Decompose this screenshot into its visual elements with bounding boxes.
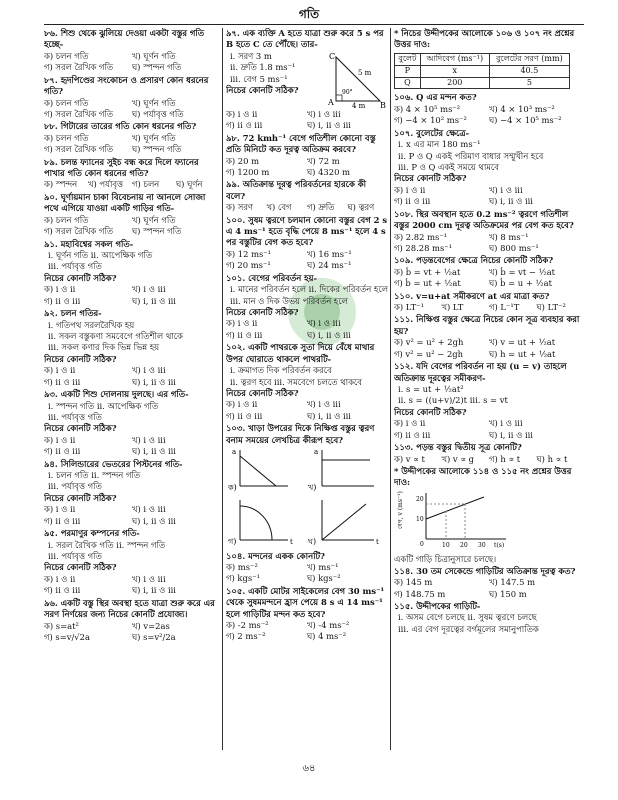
option[interactable]: ঘ) kgs⁻² (307, 573, 341, 584)
option[interactable]: খ) i ও iii (132, 573, 166, 584)
option-row (394, 278, 584, 289)
question-block (394, 601, 584, 635)
svg-text:20: 20 (416, 495, 424, 503)
statement: iii. সকল কণার দিক ভিন্ন ভিন্ন হয় (48, 342, 160, 353)
option[interactable]: ঘ) LT⁻² (536, 302, 566, 313)
option[interactable]: গ) 2 ms⁻² (226, 631, 266, 642)
question-text: ১১১. নিক্ষিপ্ত বস্তুর ক্ষেত্রে নিচের কোন সূত্র ব্যবহার করা হয়? (394, 314, 580, 336)
velocity-time-graph (394, 489, 514, 551)
statement: iii. পর্যাবৃত্ত গতি (48, 261, 102, 272)
option[interactable]: ঘ) ঘূর্ণন (176, 179, 203, 190)
svg-text:ক): ক) (228, 483, 237, 493)
svg-text:20: 20 (460, 541, 468, 549)
statement: i. গতিপথ সরলরৈখিক হয় (48, 319, 135, 330)
option[interactable]: খ) v = ut + ½at (489, 337, 556, 348)
question-text: ১০৯. পড়ন্তবেগের ক্ষেত্রে নিচের কোনটি সঠিক? (394, 255, 554, 266)
option-row (44, 446, 220, 457)
option[interactable]: ক) চলন গতি (44, 97, 89, 108)
option-row (394, 337, 584, 348)
option[interactable]: গ) kgs⁻¹ (226, 573, 260, 584)
option[interactable]: ক) চলন গতি (44, 50, 89, 61)
option[interactable]: খ) 16 ms⁻¹ (307, 248, 352, 259)
option-row (44, 574, 220, 585)
option[interactable]: খ) LT (441, 302, 464, 313)
option-row (44, 144, 220, 155)
question-text: ১০৮. স্থির অবস্থান হতে 0.2 ms⁻² ত্বরণে গতিশীল বস্তুর 2000 cm দূরত্ব অতিক্রমের পর বেগ কত হবে? (394, 208, 574, 231)
option[interactable]: ঘ) i, ii ও iii (132, 515, 176, 526)
option[interactable]: গ) ii ও iii (226, 329, 263, 340)
option[interactable]: গ) ii ও iii (44, 585, 81, 596)
option-row (44, 504, 220, 515)
option[interactable]: খ) বেগ (266, 202, 292, 213)
option[interactable]: ক) 12 ms⁻¹ (226, 248, 272, 259)
option[interactable]: খ) 8 ms⁻¹ (489, 231, 529, 242)
option[interactable]: খ) ঘূর্ণন গতি (132, 97, 176, 108)
option-row (44, 133, 220, 144)
ask-text: নিচের কোনটি সঠিক? (394, 173, 467, 184)
option-row (44, 109, 220, 120)
svg-text:t: t (376, 538, 379, 547)
triangle-figure (322, 51, 388, 109)
option-row (226, 167, 388, 178)
option[interactable]: ক) 4 × 10⁵ ms⁻² (394, 103, 461, 114)
option[interactable]: গ) ii ও iii (226, 410, 263, 421)
option[interactable]: ক) i ও ii (226, 318, 258, 329)
option[interactable]: খ) i ও iii (489, 184, 523, 195)
x-axis-label: t(s) (494, 541, 505, 549)
question-block (44, 192, 220, 238)
question-block (44, 528, 220, 597)
option-row (394, 232, 584, 243)
question-text: ১০৭. বুলেটের ক্ষেত্রে- (394, 127, 470, 138)
graph-gha (307, 500, 379, 546)
option[interactable]: ঘ) 4 ms⁻² (307, 631, 347, 642)
question-block (44, 75, 220, 121)
question-text: ৯৪. সিলিন্ডারের ভেতরের পিস্টনের গতি- (44, 458, 183, 469)
option[interactable]: গ) L⁻¹T (489, 302, 520, 313)
option[interactable]: ঘ) পর্যাবৃত্ত গতি (132, 108, 184, 119)
stimulus-intro-2: * উদ্দীপকের আলোকে ১১৪ ও ১১৫ নং প্রশ্নের উত্তর দাও: (394, 465, 572, 488)
statement: i. মানের পরিবর্তন হলে ii. দিকের পরিবর্তন হলে (230, 284, 388, 295)
option[interactable]: খ) i ও iii (307, 399, 341, 410)
option-row (394, 243, 584, 254)
statement: i. ঘূর্ণন গতি ii. আপেক্ষিক গতি (48, 250, 153, 261)
option[interactable]: ঘ) i, ii ও iii (132, 446, 176, 457)
graph-ka (227, 448, 288, 492)
question-text: ১০০. সুষম ত্বরণে চলমান কোনো বস্তুর বেগ 2 s এ 4 ms⁻¹ হতে বৃদ্ধি পেয়ে 8 ms⁻¹ হলে 4 s পর বস্তুটির বেগ কত হবে? (226, 214, 388, 248)
option[interactable]: ঘ) ত্বরণ (347, 202, 375, 213)
option[interactable]: ক) 20 m (226, 155, 260, 166)
option[interactable]: ঘ) 24 ms⁻¹ (307, 260, 352, 271)
option-row (394, 267, 584, 278)
option[interactable]: ঘ) i, ii ও iii (307, 410, 351, 421)
question-text: ১০২. একটি পাথরকে সুতা দিয়ে বেঁধে মাথার উপর ঘোরাতে থাকলে পাথরটি- (226, 342, 375, 364)
question-text: ৮৮. গিটারের তারের গতি কোন ধরনের গতি? (44, 121, 197, 132)
svg-text:10: 10 (416, 515, 424, 523)
option[interactable]: ক) i ও ii (226, 108, 258, 119)
option[interactable]: গ) ḃ = ut + ½at (394, 278, 461, 289)
svg-text:খ): খ) (308, 483, 317, 493)
option-row (394, 577, 584, 588)
option[interactable]: ঘ) স্পন্দন গতি (132, 226, 182, 237)
option[interactable]: গ) চলন (132, 179, 160, 190)
question-block (394, 566, 584, 600)
question-text: ১০৪. মন্দনের একক কোনটি? (226, 550, 325, 561)
statement: iii. এর বেগ দূরত্বের বর্গমূলের সমানুপাতিক (398, 623, 539, 634)
label-ac: 5 m (358, 68, 372, 77)
option-row (44, 516, 220, 527)
label-a: A (328, 97, 334, 107)
svg-text:30: 30 (478, 541, 486, 549)
option[interactable]: ক) ms⁻² (226, 561, 258, 572)
column-2 (226, 28, 388, 750)
statement: iii. বেগ 5 ms⁻¹ (230, 73, 288, 84)
question-block (394, 442, 584, 465)
option-row (44, 632, 220, 643)
option[interactable]: খ) 4 × 10³ ms⁻² (489, 103, 555, 114)
option-row (226, 399, 388, 410)
statement: ii. s = ((u+v)/2)t iii. s = vt (398, 395, 508, 406)
statement: i. x এর মান 180 ms⁻¹ (398, 139, 481, 150)
option[interactable]: ক) v² = u² + 2gh (394, 337, 464, 348)
option[interactable]: খ) ঘূর্ণন গতি (132, 132, 176, 143)
option[interactable]: গ) h ∝ t (489, 453, 521, 464)
option[interactable]: ক) s=at² (44, 620, 79, 631)
option[interactable]: ঘ) স্পন্দন গতি (132, 62, 182, 73)
option[interactable]: গ) ii ও iii (44, 295, 81, 306)
statement: iii. পর্যাবৃত্ত গতি (48, 550, 102, 561)
option[interactable]: ক) স্পন্দন (44, 179, 78, 190)
statement: ii. ত্বরণ হবে iii. সমবেগে চলতে থাকবে (230, 376, 362, 387)
question-text: ১০৬. Q এর মন্দন কত? (394, 92, 477, 103)
label-b: B (380, 100, 386, 109)
question-block (394, 92, 584, 126)
header-rule (44, 24, 584, 25)
question-text: ৯১. মহাবিশ্বের সকল গতি- (44, 238, 134, 249)
svg-text:গ): গ) (228, 537, 237, 547)
statement: i. ক্রমাগত দিক পরিবর্তন করবে (230, 365, 332, 376)
option[interactable]: গ) সরল রৈখিক গতি (44, 144, 114, 155)
option-row (44, 585, 220, 596)
option-row (44, 226, 220, 237)
option-row (226, 202, 388, 213)
option[interactable]: খ) ḃ = vt − ½at (489, 266, 556, 277)
option-row (226, 330, 388, 341)
option[interactable]: ঘ) 800 ms⁻¹ (489, 242, 539, 253)
option[interactable]: খ) i ও iii (307, 318, 341, 329)
question-text: ৯৫. পরমাণুর কম্পনের গতি- (44, 528, 140, 539)
svg-text:a: a (232, 448, 237, 457)
graph-ga (228, 500, 293, 546)
bullet-table: বুলেট আদিবেগ (ms⁻¹) বুলেটের সরণ (mm) P x 40.5 Q 200 5 (394, 53, 570, 90)
ask-text: নিচের কোনটি সঠিক? (44, 272, 117, 283)
option[interactable]: খ) i ও iii (307, 108, 341, 119)
option-row (226, 573, 388, 584)
option[interactable]: খ) ঘূর্ণন গতি (132, 50, 176, 61)
option[interactable]: গ) ii ও iii (44, 446, 81, 457)
statement: ii. P ও Q একই পরিমাণ বাধার সম্মুখীন হবে (398, 150, 544, 161)
option[interactable]: খ) 147.5 m (489, 577, 536, 588)
option[interactable]: খ) পর্যাবৃত্ত (88, 179, 124, 190)
question-block (226, 215, 388, 272)
option[interactable]: গ) সরল রৈখিক গতি (44, 62, 114, 73)
statement: iii. পর্যাবৃত্ত গতি (48, 411, 102, 422)
option[interactable]: ঘ) −4 × 10⁵ ms⁻² (489, 115, 562, 126)
question-text: ১১৩. পড়ন্ত বস্তুর দ্বিতীয় সূত্র কোনটি? (394, 442, 522, 453)
option[interactable]: ঘ) h = ut + ½at (489, 348, 556, 359)
question-text: ৯২. চলন গতির- (44, 308, 102, 319)
option[interactable]: খ) i ও iii (132, 365, 166, 376)
option[interactable]: ঘ) স্পন্দন গতি (132, 144, 182, 155)
option[interactable]: ক) v ∝ t (394, 453, 425, 464)
option[interactable]: ঘ) h ∝ t (536, 453, 568, 464)
question-text: ৯৯. অতিক্রান্ত দূরত্ব পরিবর্তনের হারকে কী বলে? (226, 179, 366, 201)
option-row (44, 296, 220, 307)
option-row (44, 51, 220, 62)
statement: i. চলন গতি ii. স্পন্দন গতি (48, 470, 141, 481)
option[interactable]: গ) দ্রুতি (307, 202, 335, 213)
label-c: C (329, 51, 336, 61)
question-block (394, 314, 584, 360)
question-block (394, 209, 584, 255)
label-ab: 4 m (352, 101, 366, 109)
option[interactable]: গ) 28.28 ms⁻¹ (394, 242, 453, 253)
column-1 (44, 28, 220, 750)
question-97 (226, 28, 388, 132)
question-block (44, 121, 220, 155)
option[interactable]: গ) ii ও iii (44, 376, 81, 387)
question-block (44, 28, 220, 74)
option[interactable]: ঘ) 4320 m (307, 166, 351, 177)
option[interactable]: ক) i ও ii (394, 184, 426, 195)
option[interactable]: ঘ) 150 m (489, 588, 527, 599)
y-axis-label: বেগ, v (ms⁻¹) (397, 490, 404, 529)
option-row (44, 284, 220, 295)
graph-kha (308, 448, 374, 492)
statement: i. সরল রৈখিক গতি ii. স্পন্দন গতি (48, 539, 166, 550)
option[interactable]: ক) LT⁻¹ (394, 302, 425, 313)
svg-text:10: 10 (442, 541, 450, 549)
question-text: ৮৯. চলন্ত ফ্যানের সুইচ বন্ধ করে দিলে ফ্যানের পাখার গতি কোন ধরনের গতি? (44, 156, 199, 179)
option-row (44, 62, 220, 73)
statement: ii. সকল বস্তুকণা সমবেগে গতিশীল থাকে (48, 330, 183, 341)
option[interactable]: ক) i ও ii (394, 418, 426, 429)
option[interactable]: ক) i ও ii (44, 573, 76, 584)
question-text: ১০১. বেগের পরিবর্তন হয়- (226, 272, 317, 283)
option[interactable]: খ) i ও iii (132, 434, 166, 445)
option-row (44, 179, 220, 190)
option-row (44, 365, 220, 376)
ask-text: নিচের কোনটি সঠিক? (394, 406, 467, 417)
option[interactable]: ক) চলন গতি (44, 132, 89, 143)
question-text: ৯৮. 72 kmh⁻¹ বেগে গতিশীল কোনো বস্তু প্রতি মিনিটে কত দূরত্ব অতিক্রম করবে? (226, 132, 376, 155)
option-row (226, 620, 388, 631)
question-block (394, 291, 584, 314)
question-block (44, 239, 220, 308)
option[interactable]: ক) i ও ii (226, 399, 258, 410)
question-block (44, 389, 220, 458)
option[interactable]: ক) সরণ (226, 202, 253, 213)
option-row (226, 562, 388, 573)
page-header: গতি (298, 7, 320, 21)
question-text: ১১৫. উদ্দীপকের গাড়িটি- (394, 600, 481, 611)
question-text: ১১৪. 30 তম সেকেন্ডে গাড়িটির অতিক্রান্ত দূরত্ব কত? (394, 565, 576, 576)
statement: iii. P ও Q একই সময়ে থামবে (398, 162, 499, 172)
option[interactable]: গ) সরল রৈখিক গতি (44, 226, 114, 237)
option-row (394, 104, 584, 115)
question-text: ১১০. v=u+at সমীকরণে at এর মাত্রা কত? (394, 290, 550, 301)
question-text: ১০৩. খাড়া উপরের দিকে নিক্ষিপ্ত বস্তুর ত্বরণ বনাম সময়ের লেখচিত্র কীরূপ হবে? (226, 423, 375, 445)
ask-text: নিচের কোনটি সঠিক? (226, 85, 299, 96)
question-103 (226, 423, 388, 549)
svg-text:0: 0 (420, 540, 424, 548)
question-block (226, 273, 388, 342)
question-block (226, 586, 388, 643)
option[interactable]: ঘ) s=v²/2a (132, 631, 176, 642)
option[interactable]: গ) s=v/√2a (44, 631, 90, 642)
option[interactable]: ক) i ও ii (44, 434, 76, 445)
statement: i. সরণ 3 m (230, 50, 272, 61)
option-row (394, 349, 584, 360)
option[interactable]: খ) ঘূর্ণন গতি (132, 214, 176, 225)
option-row (226, 411, 388, 422)
statement: iii. পর্যাবৃত্ত গতি (48, 481, 102, 492)
option-row (44, 215, 220, 226)
option[interactable]: খ) ms⁻¹ (307, 561, 339, 572)
option[interactable]: খ) 72 m (307, 155, 340, 166)
svg-text:ঘ): ঘ) (308, 537, 317, 547)
option-row (394, 115, 584, 126)
option[interactable]: গ) ii ও iii (226, 120, 263, 131)
question-block (44, 459, 220, 528)
option[interactable]: খ) i ও iii (132, 284, 166, 295)
ask-text: নিচের কোনটি সঠিক? (226, 387, 299, 398)
label-angle: 90° (342, 88, 353, 96)
question-block (226, 551, 388, 585)
option-row (394, 302, 584, 313)
ask-text: নিচের কোনটি সঠিক? (44, 353, 117, 364)
option[interactable]: গ) −4 × 10² ms⁻² (394, 115, 467, 126)
stimulus-intro: * নিচের উদ্দীপকের আলোকে ১০৬ ও ১০৭ নং প্রশ্নের উত্তর দাও: (394, 28, 575, 50)
option[interactable]: ক) 145 m (394, 577, 433, 588)
option[interactable]: খ) i ও iii (132, 504, 166, 515)
statement: i. অসম বেগে চলছে ii. সুষম ত্বরণে চলছে (398, 612, 537, 623)
option-row (394, 196, 584, 207)
option[interactable]: গ) ii ও iii (394, 196, 431, 207)
option-row (394, 185, 584, 196)
option[interactable]: ক) -2 ms⁻² (226, 620, 269, 631)
question-text: ৮৭. হৃদপিণ্ডের সংকোচন ও প্রসারণ কোন ধরনের গতি? (44, 74, 209, 97)
option-row (394, 454, 584, 465)
question-text: ৯৭. এক ব্যক্তি A হতে যাত্রা শুরু করে 5 s পর B হতে C তে পৌঁছে। তার- (226, 28, 384, 50)
svg-text:a: a (314, 448, 319, 457)
option-row (226, 156, 388, 167)
svg-text:t: t (290, 538, 293, 547)
graph-caption: একটি গাড়ি চিত্রানুসারে চলছে। (394, 554, 497, 565)
question-block (394, 255, 584, 289)
option[interactable]: খ) v=2as (132, 620, 170, 631)
question-block (226, 133, 388, 179)
page-number: ৬৪ (302, 763, 316, 774)
option[interactable]: গ) 20 ms⁻¹ (226, 260, 271, 271)
option[interactable]: খ) v ∝ g (441, 453, 475, 464)
question-block (394, 128, 584, 208)
statement: i. স্পন্দন গতি ii. আপেক্ষিক গতি (48, 400, 159, 411)
option[interactable]: ক) i ও ii (44, 365, 76, 376)
ask-text: নিচের কোনটি সঠিক? (44, 492, 117, 503)
option[interactable]: খ) -4 ms⁻² (307, 620, 350, 631)
question-text: ৯৩. একটি শিশু দোলনায় দুলছে। এর গতি- (44, 389, 189, 400)
option[interactable]: গ) ii ও iii (44, 515, 81, 526)
option-row (44, 377, 220, 388)
option-row (226, 260, 388, 271)
statement: ii. দ্রুতি 1.8 ms⁻¹ (230, 62, 296, 73)
statement: i. s = ut + ½at² (398, 384, 464, 395)
option-row (44, 621, 220, 632)
ask-text: নিচের কোনটি সঠিক? (44, 562, 117, 573)
question-text: ৯৬. একটি বস্তু স্থির অবস্থা হতে যাত্রা শুরু করে এর সরণ নির্ণয়ের জন্য নিচের কোনটি প্রযোজ্য। (44, 597, 215, 620)
option[interactable]: ক) i ও ii (44, 504, 76, 515)
question-block (44, 157, 220, 191)
option[interactable]: ক) চলন গতি (44, 214, 89, 225)
question-text: ৮৬. শিশু থেকে ঝুলিয়ে দেওয়া একটা বস্তুর গতি হচ্ছে- (44, 28, 205, 50)
column-3 (394, 28, 584, 750)
option[interactable]: গ) 1200 m (226, 166, 270, 177)
ask-text: নিচের কোনটি সঠিক? (226, 307, 299, 318)
question-block (226, 342, 388, 422)
option[interactable]: ক) 2.82 ms⁻¹ (394, 231, 448, 242)
option-row (394, 430, 584, 441)
graph-options-figure (226, 446, 386, 546)
option[interactable]: ঘ) i, ii ও iii (132, 295, 176, 306)
ask-text: নিচের কোনটি সঠিক? (44, 423, 117, 434)
option-row (226, 249, 388, 260)
option[interactable]: গ) সরল রৈখিক গতি (44, 108, 114, 119)
question-text: ১১২. যদি বেগের পরিবর্তন না হয় (u = v) তাহলে অতিক্রান্ত দূরত্বের সমীকরণ- (394, 361, 567, 383)
option[interactable]: গ) v² = u² − 2gh (394, 348, 464, 359)
question-text: ৯০. ঘূর্ণায়মান চাকা বিবেচনায় না আনলে সোজা পথে এগিয়ে যাওয়া একটি গাড়ির গতি- (44, 191, 206, 214)
option-row (44, 98, 220, 109)
column-divider-2 (390, 28, 391, 750)
option[interactable]: গ) ii ও iii (394, 429, 431, 440)
question-block (226, 179, 388, 213)
option[interactable]: ঘ) i, ii ও iii (489, 196, 533, 207)
option-row (394, 589, 584, 600)
option[interactable]: ঘ) i, ii ও iii (307, 120, 351, 131)
option-row (44, 435, 220, 446)
question-block (44, 598, 220, 644)
column-divider-1 (222, 28, 223, 750)
option[interactable]: ঘ) ḃ = u + ½at (489, 278, 553, 289)
option-row (394, 418, 584, 429)
option-row (226, 318, 388, 329)
option[interactable]: ক) i ও ii (44, 284, 76, 295)
option[interactable]: গ) 148.75 m (394, 588, 446, 599)
option[interactable]: ঘ) i, ii ও iii (132, 585, 176, 596)
option[interactable]: ঘ) i, ii ও iii (489, 429, 533, 440)
option[interactable]: ক) ḃ = vt + ½at (394, 266, 461, 277)
question-text: ১০৫. একটি মোটর সাইকেলের বেগ 30 ms⁻¹ থেকে সুষমমন্দনে হ্রাস পেয়ে 8 s এ 14 ms⁻¹ হলে গাড়িটির মন্দন কত হবে? (226, 585, 385, 619)
question-block (394, 361, 584, 441)
statement: iii. মান ও দিক উভয় পরিবর্তন হলে (230, 295, 348, 306)
option[interactable]: খ) i ও iii (489, 418, 523, 429)
option[interactable]: ঘ) i, ii ও iii (132, 376, 176, 387)
option-row (226, 631, 388, 642)
question-block (44, 308, 220, 388)
option[interactable]: ঘ) i, ii ও iii (307, 329, 351, 340)
